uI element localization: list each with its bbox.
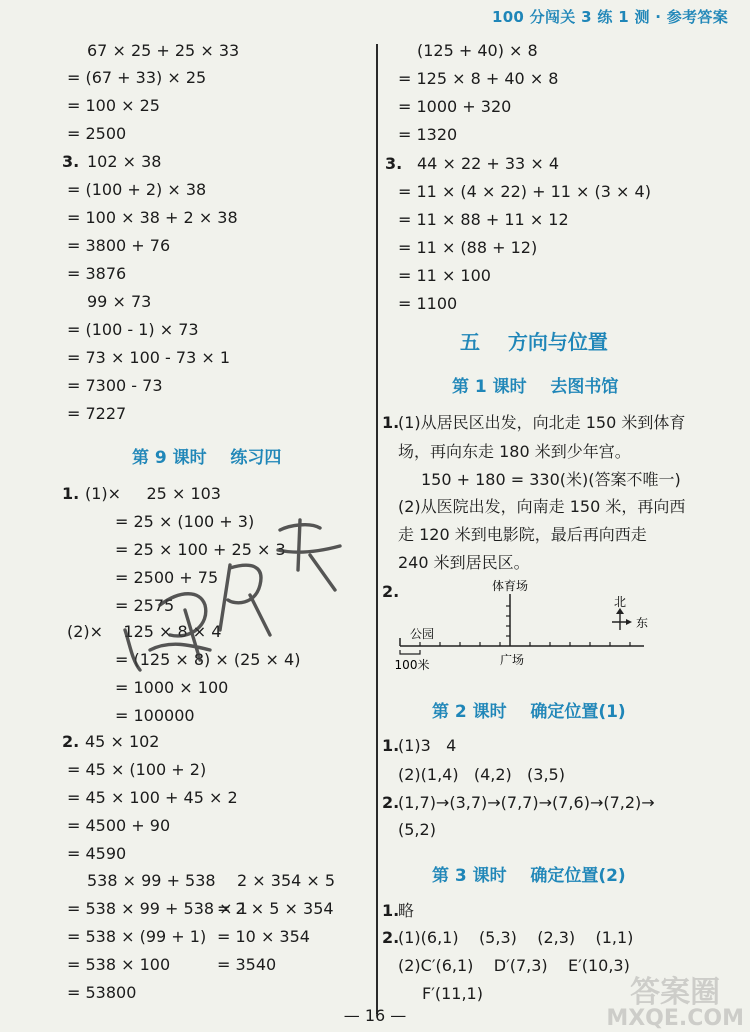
text-line: = 3540: [217, 955, 277, 974]
text-line: 场，再向东走 180 米到少年宫。: [398, 442, 631, 461]
question-number: 1.: [382, 413, 400, 432]
text-line: 102 × 38: [87, 152, 162, 171]
watermark-title: 答案圈: [630, 975, 721, 1010]
text-line: (1,7)→(3,7)→(7,7)→(7,6)→(7,2)→: [398, 793, 655, 812]
text-line: = 3876: [67, 264, 127, 283]
text-line: = (125 × 8) × (25 × 4): [115, 650, 301, 669]
text-line: = 538 × 99 + 538 × 1: [67, 899, 248, 918]
text-line: (2)C′(6,1) D′(7,3) E′(10,3): [398, 956, 630, 975]
text-line: = 100 × 25: [67, 96, 160, 115]
column-divider: [376, 44, 378, 1014]
stadium-label: 体育场: [491, 579, 529, 593]
text-line: = 2575: [115, 596, 175, 615]
question-number: 2.: [62, 732, 80, 751]
text-line: = (67 + 33) × 25: [67, 68, 207, 87]
text-line: = 11 × 88 + 11 × 12: [398, 210, 569, 229]
text-line: = (100 + 2) × 38: [67, 180, 207, 199]
text-line: = 45 × (100 + 2): [67, 760, 207, 779]
lesson-title: 第 2 课时 确定位置(1): [432, 702, 626, 722]
text-line: (125 + 40) × 8: [417, 41, 538, 60]
text-line: 2 × 354 × 5: [237, 871, 336, 890]
text-line: (1)(6,1) (5,3) (2,3) (1,1): [398, 928, 634, 947]
watermark-logo: [606, 975, 744, 1031]
watermark-url: MXQE.COM: [606, 1006, 744, 1031]
text-line: 45 × 102: [85, 732, 160, 751]
text-line: = 2 × 5 × 354: [217, 899, 334, 918]
text-line: = (100 - 1) × 73: [67, 320, 199, 339]
text-line: (1)从居民区出发，向北走 150 米到体育: [398, 413, 686, 432]
compass-icon: [612, 595, 648, 630]
question-number: 1.: [62, 484, 80, 503]
text-line: = 100000: [115, 706, 195, 725]
text-line: = 2500: [67, 124, 127, 143]
text-line: = 1320: [398, 125, 458, 144]
handwriting-scribble: [110, 510, 370, 690]
text-line: = 45 × 100 + 45 × 2: [67, 788, 238, 807]
text-line: (1)3 4: [398, 736, 457, 755]
text-line: = 73 × 100 - 73 × 1: [67, 348, 231, 367]
text-line: = 3800 + 76: [67, 236, 171, 255]
square-label: 广场: [499, 653, 525, 667]
text-line: F′(11,1): [422, 984, 483, 1003]
question-number: 1.: [382, 901, 400, 920]
text-line: = 1100: [398, 294, 458, 313]
text-line: 538 × 99 + 538: [87, 871, 216, 890]
question-number: 2.: [382, 928, 400, 947]
text-line: 略: [398, 901, 415, 920]
text-line: = 538 × 100: [67, 955, 171, 974]
text-line: (2)× 125 × 8 × 4: [67, 622, 222, 641]
text-line: 150 + 180 = 330(米)(答案不唯一): [421, 470, 681, 489]
lesson-title: 第 9 课时 练习四: [132, 448, 282, 468]
text-line: = 7227: [67, 404, 127, 423]
text-line: (1)× 25 × 103: [85, 484, 221, 503]
text-line: (2)从医院出发，向南走 150 米，再向西: [398, 497, 686, 516]
text-line: = 2500 + 75: [115, 568, 219, 587]
text-line: 67 × 25 + 25 × 33: [87, 41, 240, 60]
text-line: 99 × 73: [87, 292, 152, 311]
direction-diagram: [392, 576, 662, 676]
north-label: 北: [613, 595, 627, 609]
question-number: 2.: [382, 582, 400, 601]
text-line: 走 120 米到电影院，最后再向西走: [398, 525, 647, 544]
text-line: (2)(1,4) (4,2) (3,5): [398, 765, 565, 784]
text-line: = 53800: [67, 983, 137, 1002]
park-label: 公园: [409, 627, 435, 641]
question-number: 1.: [382, 736, 400, 755]
text-line: = 1000 + 320: [398, 97, 512, 116]
lesson-title: 第 3 课时 确定位置(2): [432, 866, 626, 886]
text-line: = 125 × 8 + 40 × 8: [398, 69, 559, 88]
text-line: 44 × 22 + 33 × 4: [417, 154, 559, 173]
text-line: = 100 × 38 + 2 × 38: [67, 208, 238, 227]
text-line: = 4500 + 90: [67, 816, 171, 835]
question-number: 3.: [385, 154, 403, 173]
text-line: = 25 × (100 + 3): [115, 512, 255, 531]
text-line: = 1000 × 100: [115, 678, 229, 697]
text-line: 240 米到居民区。: [398, 553, 530, 572]
east-label: 东: [635, 616, 649, 630]
text-line: = 11 × (88 + 12): [398, 238, 538, 257]
text-line: = 11 × (4 × 22) + 11 × (3 × 4): [398, 182, 651, 201]
question-number: 3.: [62, 152, 80, 171]
scale-label: 100米: [394, 658, 430, 672]
text-line: (5,2): [398, 820, 436, 839]
text-line: = 4590: [67, 844, 127, 863]
question-number: 2.: [382, 793, 400, 812]
text-line: = 10 × 354: [217, 927, 310, 946]
text-line: = 11 × 100: [398, 266, 491, 285]
page-number: — 16 —: [343, 1006, 407, 1025]
text-line: = 538 × (99 + 1): [67, 927, 207, 946]
text-line: = 7300 - 73: [67, 376, 163, 395]
chapter-title: 五 方向与位置: [460, 330, 608, 354]
running-header: 100 分闯关 3 练 1 测 · 参考答案: [491, 8, 728, 26]
lesson-title: 第 1 课时 去图书馆: [452, 377, 619, 397]
scale-bracket: [400, 650, 420, 654]
text-line: = 25 × 100 + 25 × 3: [115, 540, 286, 559]
